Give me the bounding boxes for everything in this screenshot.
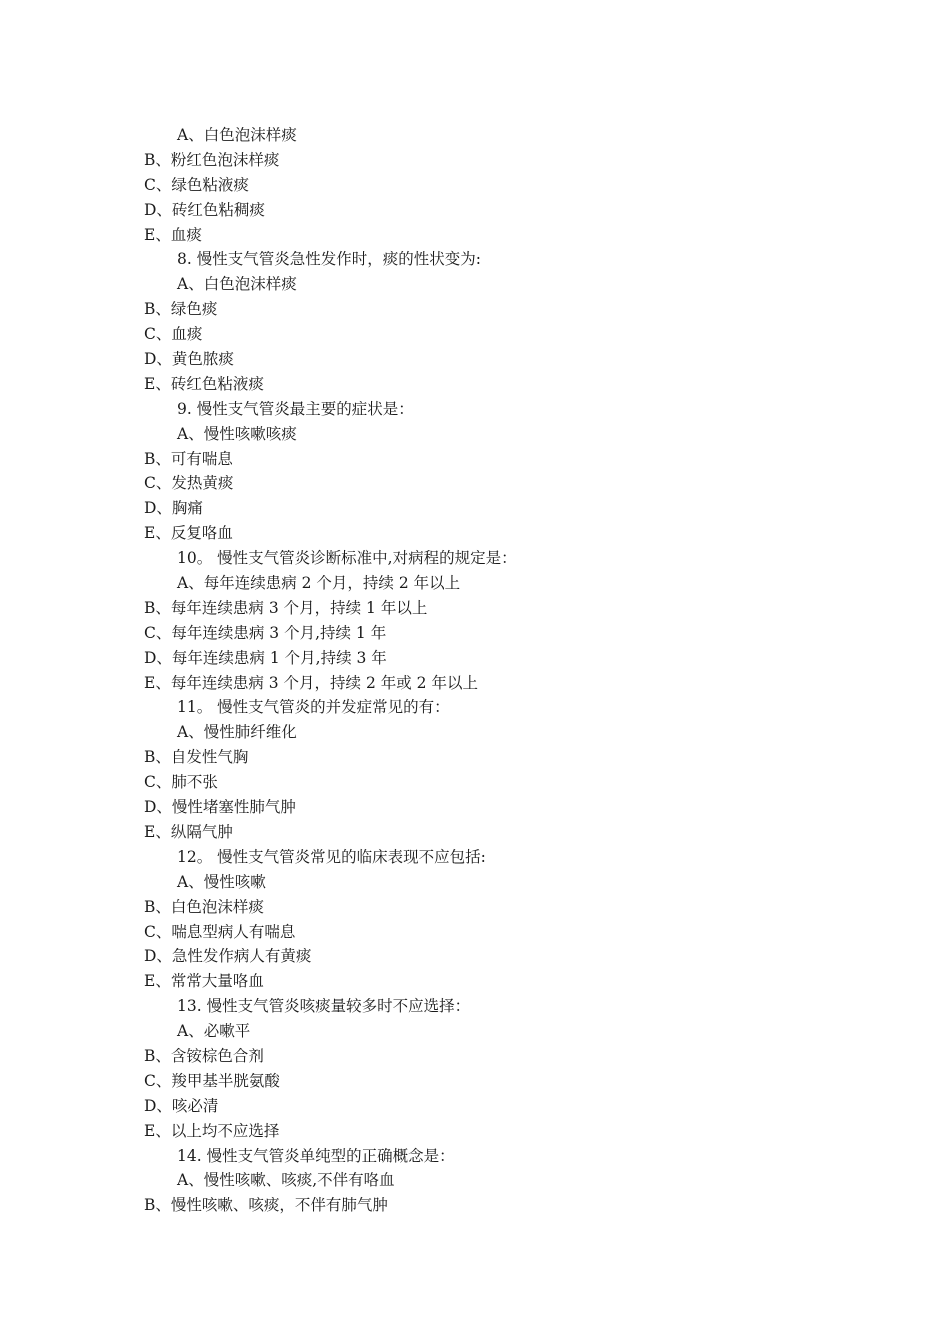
option-line: D、急性发作病人有黄痰 xyxy=(144,947,312,966)
question-line: 13. 慢性支气管炎咳痰量较多时不应选择： xyxy=(177,997,471,1016)
option-line: C、肺不张 xyxy=(144,773,218,792)
option-line: D、慢性堵塞性肺气肿 xyxy=(144,798,296,817)
question-line: A、慢性咳嗽、咳痰,不伴有咯血 xyxy=(177,1171,395,1190)
option-line: B、含铵棕色合剂 xyxy=(144,1046,264,1065)
option-line: B、自发性气胸 xyxy=(144,748,249,767)
option-line: D、砖红色粘稠痰 xyxy=(144,200,265,219)
option-line: B、慢性咳嗽、咳痰，不伴有肺气肿 xyxy=(144,1196,388,1215)
option-line: C、发热黄痰 xyxy=(144,474,234,493)
question-line: A、白色泡沫样痰 xyxy=(177,275,297,294)
option-line: E、每年连续患病 3 个月，持续 2 年或 2 年以上 xyxy=(144,673,478,692)
option-line: C、喘息型病人有喘息 xyxy=(144,922,296,941)
option-line: C、每年连续患病 3 个月,持续 1 年 xyxy=(144,623,387,642)
question-line: 9. 慢性支气管炎最主要的症状是： xyxy=(177,399,414,418)
option-line: E、纵隔气肿 xyxy=(144,822,233,841)
option-line: B、粉红色泡沫样痰 xyxy=(144,150,280,169)
option-line: C、绿色粘液痰 xyxy=(144,175,249,194)
question-line: A、白色泡沫样痰 xyxy=(177,126,297,144)
question-line: 8. 慢性支气管炎急性发作时，痰的性状变为: xyxy=(177,250,481,269)
question-line: A、必嗽平 xyxy=(177,1022,251,1041)
question-line: A、每年连续患病 2 个月，持续 2 年以上 xyxy=(177,574,461,593)
option-line: E、以上均不应选择 xyxy=(144,1121,280,1140)
option-line: B、绿色痰 xyxy=(144,300,218,319)
option-line: B、白色泡沫样痰 xyxy=(144,897,264,916)
document-body xyxy=(144,123,844,1218)
option-line: E、常常大量咯血 xyxy=(144,972,264,991)
question-line: A、慢性咳嗽 xyxy=(177,872,266,891)
option-line: E、反复咯血 xyxy=(144,524,233,543)
question-line: 11。 慢性支气管炎的并发症常见的有： xyxy=(177,698,450,717)
question-line: 10。 慢性支气管炎诊断标准中,对病程的规定是： xyxy=(177,549,517,568)
option-line: B、可有喘息 xyxy=(144,449,233,468)
option-line: B、每年连续患病 3 个月，持续 1 年以上 xyxy=(144,598,428,617)
option-line: D、每年连续患病 1 个月,持续 3 年 xyxy=(144,648,387,667)
option-line: D、黄色脓痰 xyxy=(144,350,234,369)
option-line: C、羧甲基半胱氨酸 xyxy=(144,1071,280,1090)
option-line: E、血痰 xyxy=(144,225,202,244)
option-line: C、血痰 xyxy=(144,325,203,344)
option-line: E、砖红色粘液痰 xyxy=(144,374,264,393)
question-line: 12。 慢性支气管炎常见的临床表现不应包括: xyxy=(177,847,486,866)
question-line: A、慢性肺纤维化 xyxy=(177,723,297,742)
question-line: 14. 慢性支气管炎单纯型的正确概念是： xyxy=(177,1146,455,1165)
question-line: A、慢性咳嗽咳痰 xyxy=(177,424,297,443)
option-line: D、胸痛 xyxy=(144,499,203,518)
option-line: D、咳必清 xyxy=(144,1096,219,1115)
